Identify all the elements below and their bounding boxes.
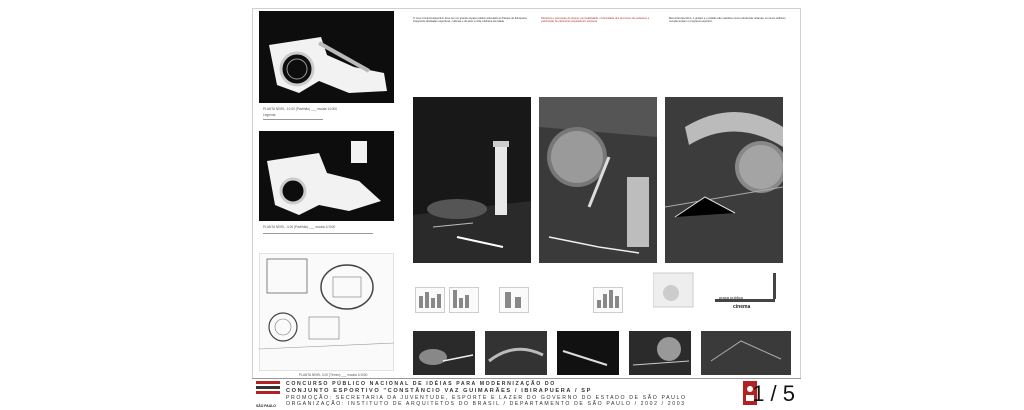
chart-4-bar-4 [615,296,619,308]
logo-text: SÃO PAULO [256,404,276,408]
text-column-1-body: O novo Conjunto Esportivo deve ser um grande espaço público articulado ao Parque do Ibirapuera, integrando atividades esportivas, culturais e de lazer à vida cotidiana da cidade. [413,17,528,24]
text-column-3 [669,17,789,99]
chart-1 [415,287,445,313]
render-aerial-view [665,97,783,263]
plan-3-caption: PLANTA NÍVEL 0.00 (Térreo) ___ escala 1/1000 [299,373,368,377]
plan-level-minus-10 [259,11,394,123]
chart-2-bar-3 [465,295,469,308]
plan-1-legend-line [263,119,323,120]
chart-2-bar-1 [453,290,457,308]
concept-diagram [653,271,789,317]
render-day-dome-view [539,97,657,263]
chart-1-bar-1 [419,296,423,308]
chart-2-bar-2 [459,298,463,308]
chart-1-bar-4 [437,294,441,308]
chart-1-bar-3 [431,298,435,308]
plan-level-0 [259,253,394,383]
footer [252,378,801,409]
page-number: 1 / 5 [752,381,795,406]
thumbnail-3 [557,331,619,375]
text-column-2-body: Diretrizes e premissas do projeto: permeabilidade, continuidade dos percursos de pedestres e valorização do patrimônio arquitetônico existente. [541,17,650,24]
chart-1-bar-2 [425,292,429,308]
plan-1-caption: PLANTA NÍVEL -10.00 (Pavilhão) ___ escala 1/1000 [263,107,338,111]
government-logo [256,381,280,408]
plan-2-legend-line [263,233,373,234]
diagram-label-praca: praça pública [719,295,743,300]
plan-1-drawing [259,11,394,103]
chart-4 [593,287,623,313]
plan-2-caption: PLANTA NÍVEL -4.00 (Pavilhão) ___ escala 1/1000 [263,225,336,229]
footer-line-2: CONJUNTO ESPORTIVO "CONSTÂNCIO VAZ GUIMARÃES / IBIRAPUERA / SP [286,388,592,394]
render-night-view [413,97,531,263]
plan-3-drawing [259,253,394,371]
chart-3-bar-1 [505,292,511,308]
chart-4-bar-2 [603,294,607,308]
chart-3-bar-2 [515,297,521,308]
plan-1-legend-label: Legenda [263,113,276,117]
plan-2-drawing [259,131,394,221]
chart-2 [449,287,479,313]
chart-4-bar-3 [609,290,613,308]
footer-line-4: ORGANIZAÇÃO: INSTITUTO DE ARQUITETOS DO BRASIL / DEPARTAMENTO DE SÃO PAULO / 2002 / 2003 [286,401,686,407]
thumbnail-2 [485,331,547,375]
diagram-label-cinema: cinema [733,304,751,310]
text-column-2 [541,17,659,99]
plan-level-minus-4 [259,131,394,243]
text-column-3-body: Memorial descritivo: o ginásio e o estádio são mantidos como referências urbanas; os novos edifícios complementam o programa esportivo. [669,17,786,24]
footer-line-1: CONCURSO PÚBLICO NACIONAL DE IDÉIAS PARA MODERNIZAÇÃO DO [286,381,556,387]
presentation-board [252,8,801,408]
thumbnail-5 [701,331,791,375]
text-column-1 [413,17,531,99]
chart-4-bar-1 [597,300,601,308]
thumbnail-4 [629,331,691,375]
footer-line-3: PROMOÇÃO: SECRETARIA DA JUVENTUDE, ESPORTE E LAZER DO GOVERNO DO ESTADO DE SÃO PAULO [286,395,687,401]
chart-3 [499,287,529,313]
thumbnail-1 [413,331,475,375]
